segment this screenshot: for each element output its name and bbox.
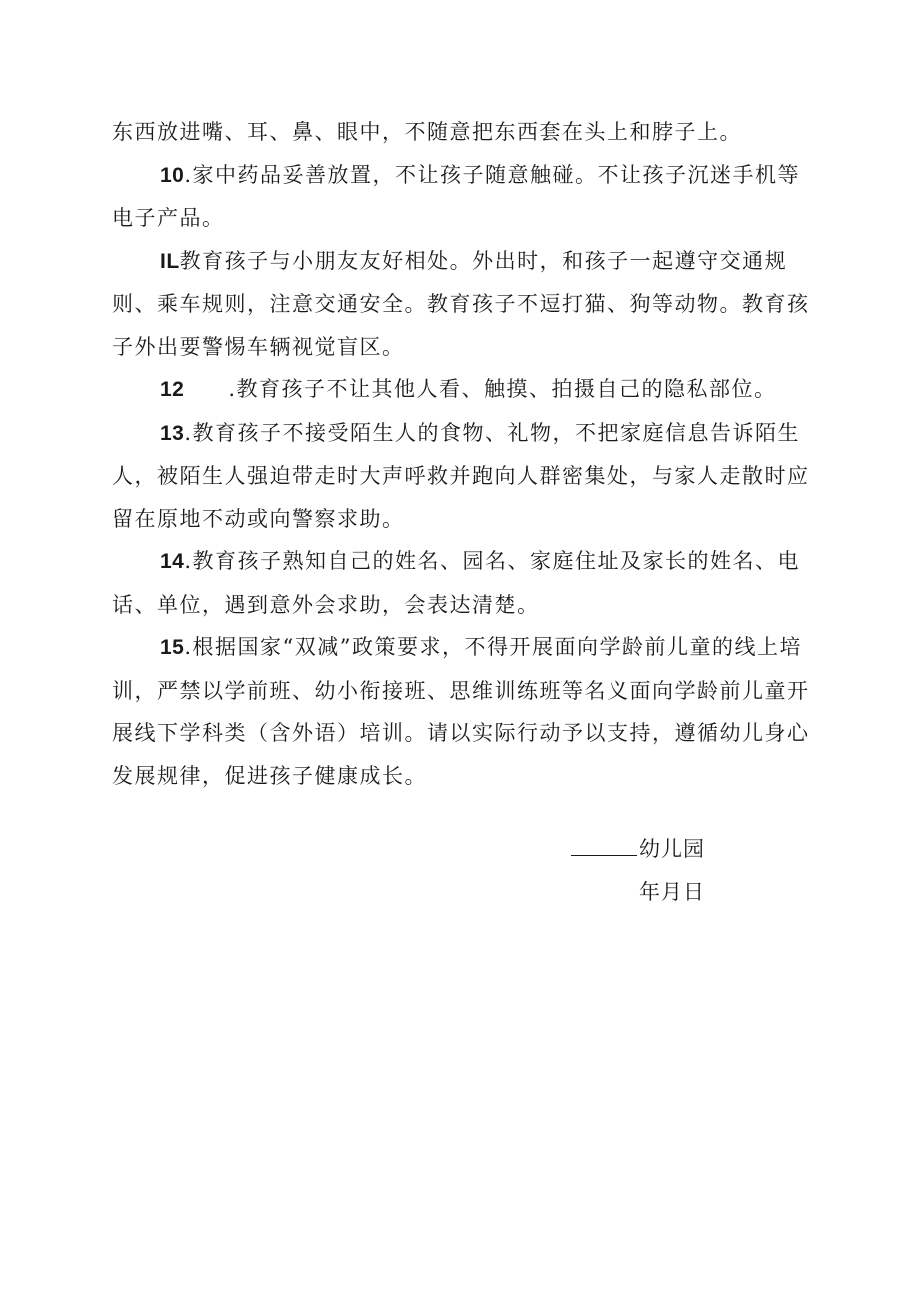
paragraph-text: 教育孩子与小朋友友好相处。外出时，和孩子一起遵守交通规则、乘车规则，注意交通安全。教育孩子不逗打猫、狗等动物。教育孩子外出要警惕车辆视觉盲区。: [112, 248, 810, 359]
blank-underline: [571, 833, 637, 856]
item-number: 12: [160, 378, 185, 401]
signature-block: [571, 828, 705, 913]
paragraph-continuation: [112, 111, 812, 154]
paragraph-item-15: [112, 626, 812, 797]
document-body: [112, 111, 812, 797]
item-number: IL: [160, 249, 180, 273]
item-number: 15: [160, 636, 185, 659]
paragraph-text: .教育孩子不让其他人看、触摸、拍摄自己的隐私部位。: [228, 377, 777, 401]
signature-date-line: [571, 871, 705, 914]
paragraph-text: 东西放进嘴、耳、鼻、眼中，不随意把东西套在头上和脖子上。: [112, 120, 742, 144]
paragraph-text: .根据国家“双减”政策要求，不得开展面向学龄前儿童的线上培训，严禁以学前班、幼小衔接班、思维训练班等名义面向学龄前儿童开展线下学科类（含外语）培训。请以实际行动予以支持，遵循幼儿身心发展规律，促进孩子健康成长。: [112, 635, 810, 788]
paragraph-item-14: [112, 540, 812, 626]
paragraph-text: .教育孩子不接受陌生人的食物、礼物，不把家庭信息告诉陌生人，被陌生人强迫带走时大声呼救并跑向人群密集处，与家人走散时应留在原地不动或向警察求助。: [112, 420, 810, 531]
paragraph-item-11: [112, 240, 812, 369]
paragraph-item-13: [112, 412, 812, 541]
paragraph-text: .家中药品妥善放置，不让孩子随意触碰。不让孩子沉迷手机等电子产品。: [112, 162, 801, 230]
paragraph-item-10: [112, 154, 812, 240]
item-number: 10: [160, 163, 185, 187]
signature-org-line: [571, 828, 705, 871]
paragraph-text: .教育孩子熟知自己的姓名、园名、家庭住址及家长的姓名、电话、单位，遇到意外会求助，会表达清楚。: [112, 549, 801, 617]
item-number: 14: [160, 550, 185, 573]
paragraph-item-12: [112, 368, 812, 412]
signature-date: 年月日: [639, 879, 705, 904]
signature-org: 幼儿园: [639, 837, 705, 861]
item-number: 13: [160, 421, 185, 445]
